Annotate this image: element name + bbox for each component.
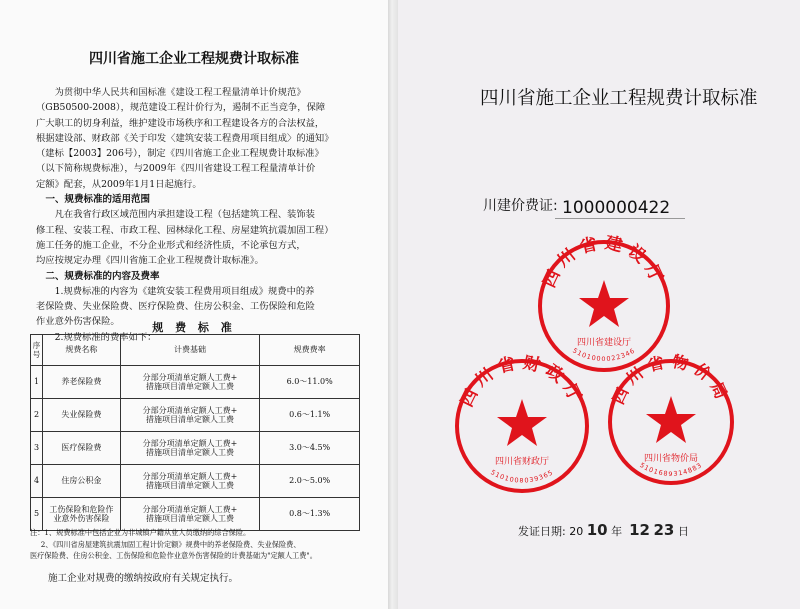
row-rate: 0.8～1.3%: [260, 498, 360, 531]
note-line: 2、《四川省房屋建筑抗震加固工程计价定额》规费中的养老保险费、失业保险费、: [40, 539, 301, 549]
basis-line: 措施项目清单定额人工费: [146, 382, 234, 391]
header-no: 序号: [31, 335, 43, 366]
basis-line: 措施项目清单定额人工费: [146, 481, 234, 490]
issue-day: 23: [653, 521, 675, 539]
intro-line: （GB50500-2008），规范建设工程计价行为，遏制不正当竞争，保障: [36, 102, 326, 114]
certificate-number: 1000000422: [562, 198, 671, 218]
left-page-title: 四川省施工企业工程规费计取标准: [89, 51, 299, 67]
seal-price-bureau: [608, 352, 733, 483]
note-line: 医疗保险费、住房公积金、工伤保险和危险作业意外伤害保险的计费基础为"定额人工费"。: [30, 551, 317, 560]
certificate-label: 川建价费证:: [483, 198, 558, 214]
row-rate: 3.0～4.5%: [260, 432, 360, 465]
header-basis: 计费基础: [120, 335, 260, 366]
basis-line: 分部分项清单定额人工费+: [142, 504, 238, 514]
content-line: 1.规费标准的内容为《建筑安装工程费用项目组成》规费中的养: [54, 285, 315, 297]
seal-number: 5101000022346: [571, 346, 637, 363]
header-rate: 规费费率: [260, 335, 360, 366]
basis-line: 分部分项清单定额人工费+: [142, 471, 238, 481]
basis-line: 分部分项清单定额人工费+: [142, 405, 238, 415]
basis-line: 分部分项清单定额人工费+: [142, 372, 238, 382]
row-name: 工伤保险和危险作业意外伤害保险: [42, 498, 120, 531]
scope-line: 施工任务的施工企业，不分企业形式和经济性质，不论承包方式，: [36, 239, 306, 251]
issue-label: 发证日期: 20: [518, 525, 584, 538]
scope-line: 均应按规定办理《四川省施工企业工程规费计取标准》。: [36, 255, 264, 267]
seal-finance-dept: [457, 352, 587, 491]
row-no: 1: [31, 366, 43, 399]
seal-center-text: 四川省建设厅: [576, 338, 632, 348]
content-line: 作业意外伤害保险。: [36, 316, 120, 328]
issue-month: 12: [629, 521, 650, 539]
row-no: 5: [31, 498, 43, 531]
note-line: 注：1、规费标准中包括企业为非城镇户籍从业人员缴纳的综合保险。: [30, 528, 251, 537]
row-rate: 0.6～1.1%: [260, 399, 360, 432]
intro-line: 为贯彻中华人民共和国标准《建设工程工程量清单计价规范》: [54, 87, 306, 98]
seal-center-text: 四川省财政厅: [494, 457, 550, 467]
seal-construction-dept: [539, 232, 668, 370]
row-rate: 6.0～11.0%: [260, 366, 360, 399]
row-no: 3: [31, 432, 43, 465]
issue-date: [518, 521, 689, 539]
certificate-title: 四川省施工企业工程规费计取标准: [480, 88, 758, 109]
row-no: 2: [31, 399, 43, 432]
basis-line: 分部分项清单定额人工费+: [142, 438, 238, 448]
basis-line: 措施项目清单定额人工费: [146, 448, 234, 457]
scope-line: 凡在我省行政区域范围内承担建设工程（包括建筑工程、装饰装: [54, 209, 315, 221]
row-name: 失业保险费: [42, 399, 120, 432]
fee-table-caption: 规 费 标 准: [152, 321, 236, 334]
seal-arc-text: 四川省物价局: [608, 351, 734, 408]
basis-line: 措施项目清单定额人工费: [146, 415, 234, 424]
intro-line: 定额》配套，从2009年1月1日起施行。: [36, 178, 202, 190]
issue-year: 10: [586, 521, 608, 539]
closing-statement: 施工企业对规费的缴纳按政府有关规定执行。: [48, 573, 239, 584]
seal-center-text: 四川省物价局: [643, 454, 699, 464]
header-name: 规费名称: [42, 335, 120, 366]
row-name: 医疗保险费: [42, 432, 120, 465]
content-line: 老保险费、失业保险费、医疗保险费、住房公积金、工伤保险和危险: [36, 301, 315, 313]
row-rate: 2.0～5.0%: [260, 465, 360, 498]
intro-line: 根据建设部、财政部《关于印发〈建筑安装工程费用项目组成〉的通知》: [36, 132, 334, 144]
row-name: 住房公积金: [42, 465, 120, 498]
issue-year-unit: 年: [611, 525, 623, 538]
seal-arc-text: 四川省财政厅: [456, 352, 588, 411]
seal-star-icon: [497, 399, 547, 446]
basis-line: 措施项目清单定额人工费: [146, 514, 234, 523]
seal-star-icon: [646, 396, 696, 443]
section-heading-content: 二、规费标准的内容及费率: [45, 270, 160, 282]
scope-line: 修工程、安装工程、市政工程、园林绿化工程、房屋建筑抗震加固工程）: [36, 224, 334, 236]
seal-arc-text: 四川省建设厅: [539, 233, 669, 291]
issue-day-unit: 日: [677, 525, 689, 538]
intro-line: 广大职工的切身利益，维护建设市场秩序和工程建设各方的合法权益，: [36, 117, 325, 129]
seal-number: 5101008039365: [489, 468, 555, 485]
rate-intro: 2.规费标准的费率如下：: [54, 331, 157, 343]
section-heading-scope: 一、规费标准的适用范围: [45, 194, 151, 206]
intro-line: （以下简称规费标准），与2009年《四川省建设工程工程量清单计价: [36, 163, 316, 175]
seal-star-icon: [579, 280, 629, 327]
intro-line: （建标【2003】206号），制定《四川省施工企业工程规费计取标准》: [36, 148, 324, 160]
row-name: 养老保险费: [42, 366, 120, 399]
row-no: 4: [31, 465, 43, 498]
seal-number: 5101689314883: [638, 461, 704, 478]
